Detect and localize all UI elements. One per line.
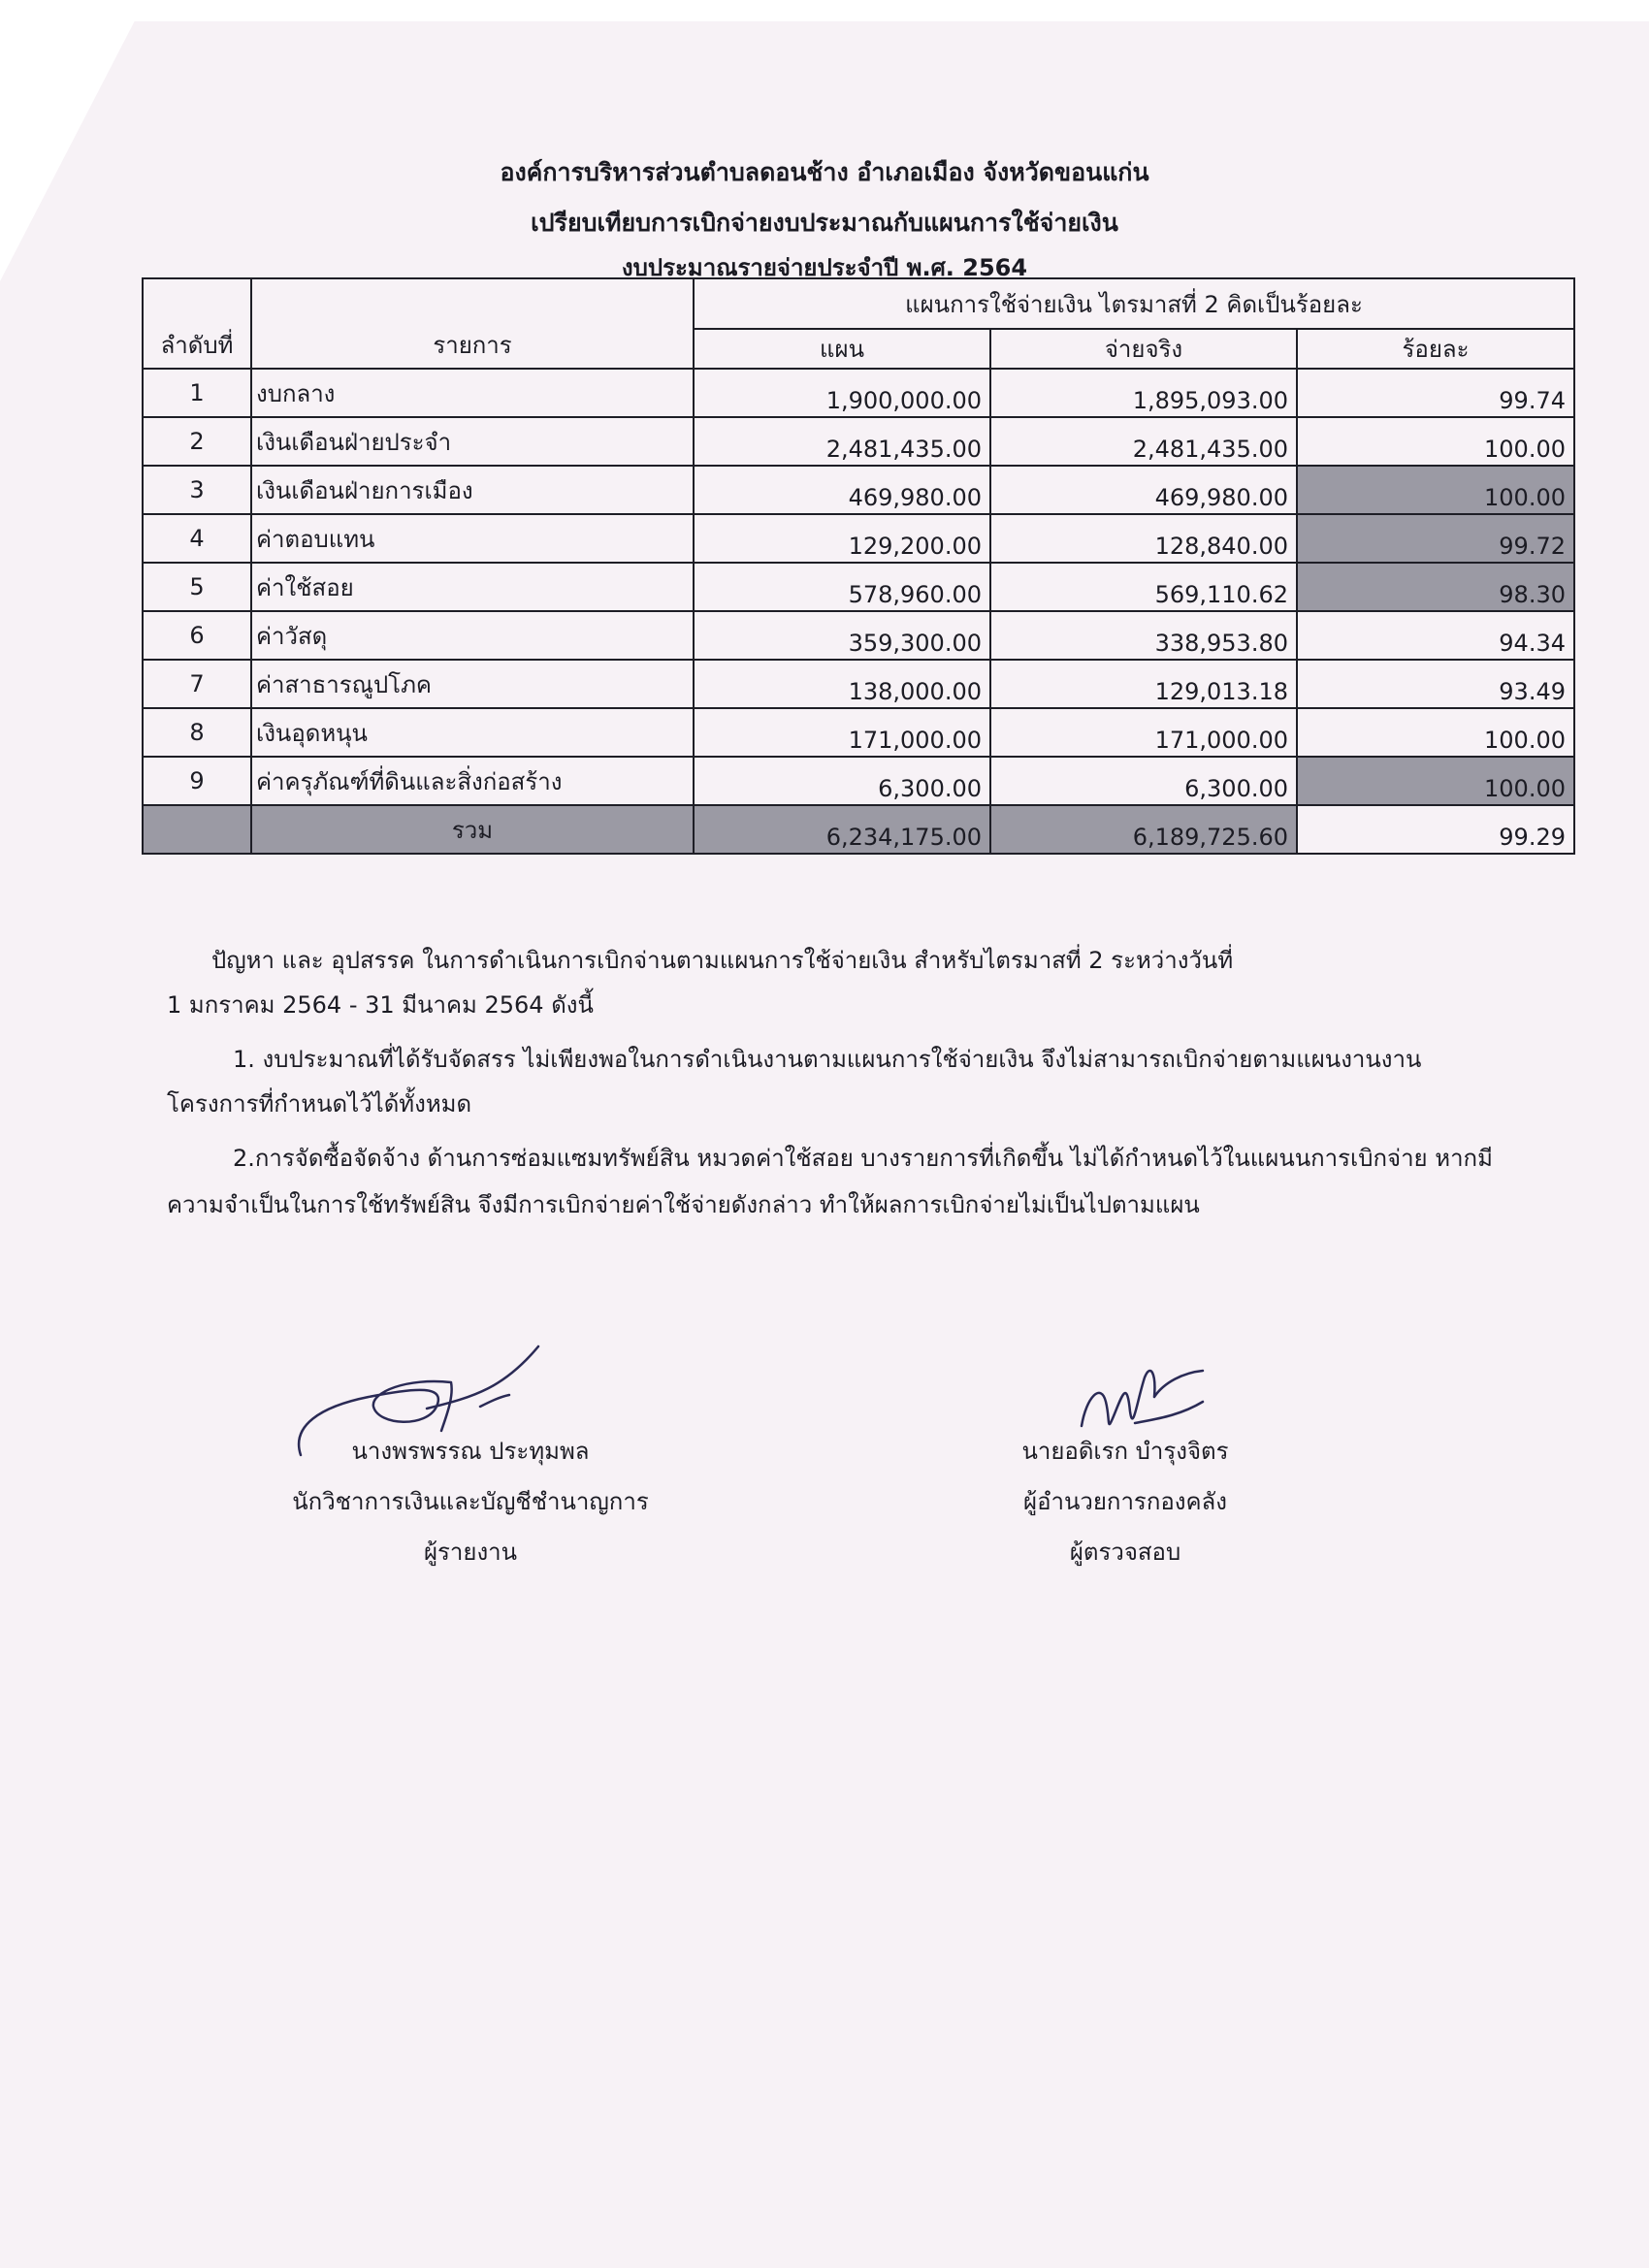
row-plan: 129,200.00 — [694, 514, 990, 563]
header-percent: ร้อยละ — [1297, 329, 1574, 369]
row-actual: 6,300.00 — [990, 757, 1297, 805]
row-item: ค่าครุภัณฑ์ที่ดินและสิ่งก่อสร้าง — [251, 757, 694, 805]
right-signer-position: ผู้อำนวยการกองคลัง — [1023, 1488, 1227, 1515]
header-plan-group: แผนการใช้จ่ายเงิน ไตรมาสที่ 2 คิดเป็นร้อยละ — [694, 278, 1574, 329]
row-item: ค่าสาธารณูปโภค — [251, 660, 694, 708]
table-row — [143, 369, 1574, 417]
row-percent: 93.49 — [1297, 660, 1574, 708]
row-plan: 6,300.00 — [694, 757, 990, 805]
signature-left — [281, 1426, 660, 1577]
right-signer-role: ผู้ตรวจสอบ — [1069, 1539, 1181, 1566]
row-item: ค่าวัสดุ — [251, 611, 694, 660]
row-percent: 100.00 — [1297, 757, 1574, 805]
row-no: 6 — [143, 611, 251, 660]
table-header-row — [143, 278, 1574, 329]
row-no: 4 — [143, 514, 251, 563]
table-row — [143, 466, 1574, 514]
table-total-row — [143, 805, 1574, 854]
row-no: 5 — [143, 563, 251, 611]
row-percent: 100.00 — [1297, 417, 1574, 466]
total-plan: 6,234,175.00 — [694, 805, 990, 854]
row-actual: 2,481,435.00 — [990, 417, 1297, 466]
row-no: 2 — [143, 417, 251, 466]
problem-item-2-line1: 2.การจัดซื้อจัดจ้าง ด้านการซ่อมแซมทรัพย์สิน หมวดค่าใช้สอย บางรายการที่เกิดขึ้น ไม่ได้กำหนดไว้ในแผนนการเบิกจ่าย หากมี — [233, 1145, 1493, 1172]
row-item: เงินอุดหนุน — [251, 708, 694, 757]
row-plan: 359,300.00 — [694, 611, 990, 660]
table-row — [143, 417, 1574, 466]
row-percent: 99.74 — [1297, 369, 1574, 417]
row-actual: 469,980.00 — [990, 466, 1297, 514]
row-percent: 100.00 — [1297, 708, 1574, 757]
table-row — [143, 660, 1574, 708]
problems-intro-line1: ปัญหา และ อุปสรรค ในการดำเนินการเบิกจ่านตามแผนการใช้จ่ายเงิน สำหรับไตรมาสที่ 2 ระหว่างวันที่ — [211, 947, 1234, 974]
scan-border — [0, 0, 1649, 21]
left-signer-position: นักวิชาการเงินและบัญชีชำนาญการ — [292, 1488, 649, 1515]
table-row — [143, 563, 1574, 611]
row-plan: 171,000.00 — [694, 708, 990, 757]
row-plan: 138,000.00 — [694, 660, 990, 708]
left-signer-role: ผู้รายงาน — [423, 1539, 518, 1566]
problems-intro-line2: 1 มกราคม 2564 - 31 มีนาคม 2564 ดังนี้ — [167, 991, 594, 1019]
row-actual: 171,000.00 — [990, 708, 1297, 757]
row-actual: 128,840.00 — [990, 514, 1297, 563]
row-plan: 578,960.00 — [694, 563, 990, 611]
row-plan: 469,980.00 — [694, 466, 990, 514]
row-percent: 99.72 — [1297, 514, 1574, 563]
row-item: ค่าตอบแทน — [251, 514, 694, 563]
total-percent: 99.29 — [1297, 805, 1574, 854]
row-actual: 129,013.18 — [990, 660, 1297, 708]
budget-table — [142, 277, 1575, 855]
table-row — [143, 708, 1574, 757]
row-item: เงินเดือนฝ่ายการเมือง — [251, 466, 694, 514]
problem-item-2-line2: ความจำเป็นในการใช้ทรัพย์สิน จึงมีการเบิกจ่ายค่าใช้จ่ายดังกล่าว ทำให้ผลการเบิกจ่ายไม่เป็นไปตามแผน — [167, 1191, 1200, 1218]
header-plan: แผน — [694, 329, 990, 369]
row-actual: 569,110.62 — [990, 563, 1297, 611]
table-row — [143, 611, 1574, 660]
doc-title-organization: องค์การบริหารส่วนตำบลดอนช้าง อำเภอเมือง จังหวัดขอนแก่น — [500, 158, 1149, 186]
doc-title-fiscal-year: งบประมาณรายจ่ายประจำปี พ.ศ. 2564 — [621, 254, 1028, 281]
row-item: งบกลาง — [251, 369, 694, 417]
row-actual: 1,895,093.00 — [990, 369, 1297, 417]
left-signer-name: นางพรพรรณ ประทุมพล — [351, 1438, 590, 1465]
signature-right — [980, 1426, 1271, 1577]
row-plan: 1,900,000.00 — [694, 369, 990, 417]
header-actual: จ่ายจริง — [990, 329, 1297, 369]
row-no: 8 — [143, 708, 251, 757]
row-item: ค่าใช้สอย — [251, 563, 694, 611]
row-no: 7 — [143, 660, 251, 708]
table-row — [143, 514, 1574, 563]
row-no: 9 — [143, 757, 251, 805]
total-no-cell — [143, 805, 251, 854]
row-plan: 2,481,435.00 — [694, 417, 990, 466]
problem-item-1-line2: โครงการที่กำหนดไว้ได้ทั้งหมด — [167, 1090, 472, 1118]
table-row — [143, 757, 1574, 805]
header-item: รายการ — [251, 278, 694, 369]
row-item: เงินเดือนฝ่ายประจำ — [251, 417, 694, 466]
total-actual: 6,189,725.60 — [990, 805, 1297, 854]
row-actual: 338,953.80 — [990, 611, 1297, 660]
row-percent: 94.34 — [1297, 611, 1574, 660]
right-signer-name: นายอดิเรก บำรุงจิตร — [1021, 1438, 1229, 1465]
doc-title-comparison: เปรียบเทียบการเบิกจ่ายงบประมาณกับแผนการใช้จ่ายเงิน — [531, 209, 1118, 237]
total-label: รวม — [251, 805, 694, 854]
problem-item-1-line1: 1. งบประมาณที่ได้รับจัดสรร ไม่เพียงพอในการดำเนินงานตามแผนการใช้จ่ายเงิน จึงไม่สามารถเบิกจ่ายตามแผนงานงาน — [233, 1046, 1422, 1073]
row-no: 3 — [143, 466, 251, 514]
row-percent: 100.00 — [1297, 466, 1574, 514]
header-sequence: ลำดับที่ — [143, 278, 251, 369]
row-no: 1 — [143, 369, 251, 417]
row-percent: 98.30 — [1297, 563, 1574, 611]
